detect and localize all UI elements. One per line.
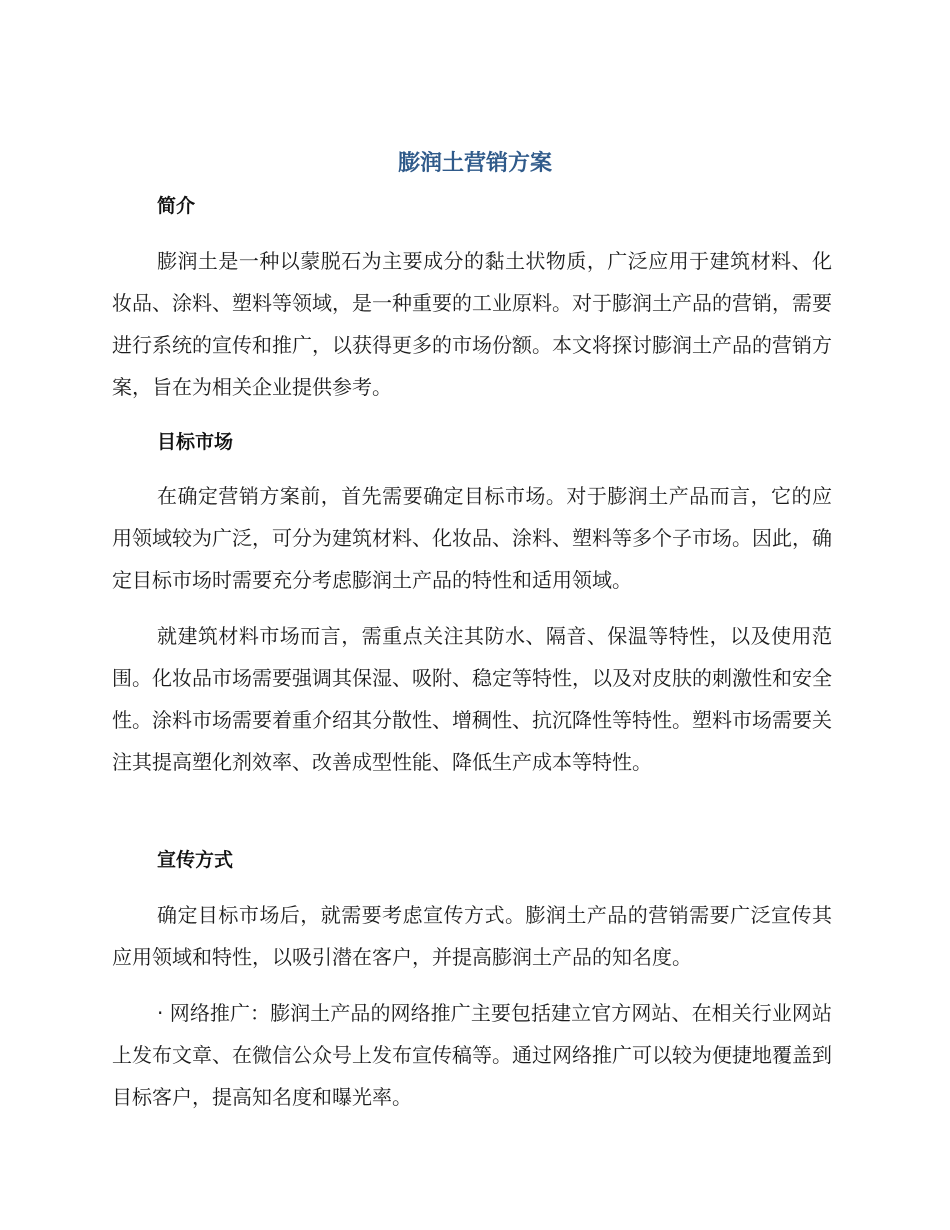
- section-heading-intro: 简介: [157, 195, 196, 217]
- section-heading-target-market: 目标市场: [157, 431, 234, 453]
- target-market-paragraph-1: 在确定营销方案前，首先需要确定目标市场。对于膨润土产品而言，它的应用领域较为广泛，可分为建筑材料、化妆品、涂料、塑料等多个子市场。因此，确定目标市场时需要充分考虑膨润土产品的特性和适用领域。: [112, 484, 832, 592]
- promotion-bullet-online: · 网络推广：膨润土产品的网络推广主要包括建立官方网站、在相关行业网站上发布文章、在微信公众号上发布宣传稿等。通过网络推广可以较为便捷地覆盖到目标客户，提高知名度和曝光率。: [112, 1001, 832, 1109]
- document-title: 膨润土营销方案: [397, 151, 552, 176]
- target-market-paragraph-2: 就建筑材料市场而言，需重点关注其防水、隔音、保温等特性，以及使用范围。化妆品市场需要强调其保湿、吸附、稳定等特性，以及对皮肤的刺激性和安全性。涂料市场需要着重介绍其分散性、增稠性、抗沉降性等特性。塑料市场需要关注其提高塑化剂效率、改善成型性能、降低生产成本等特性。: [112, 624, 832, 774]
- section-heading-promotion: 宣传方式: [157, 849, 234, 871]
- promotion-paragraph-1: 确定目标市场后，就需要考虑宣传方式。膨润土产品的营销需要广泛宣传其应用领域和特性，以吸引潜在客户，并提高膨润土产品的知名度。: [112, 903, 832, 969]
- intro-paragraph: 膨润土是一种以蒙脱石为主要成分的黏土状物质，广泛应用于建筑材料、化妆品、涂料、塑料等领域，是一种重要的工业原料。对于膨润土产品的营销，需要进行系统的宣传和推广，以获得更多的市场份额。本文将探讨膨润土产品的营销方案，旨在为相关企业提供参考。: [112, 249, 832, 399]
